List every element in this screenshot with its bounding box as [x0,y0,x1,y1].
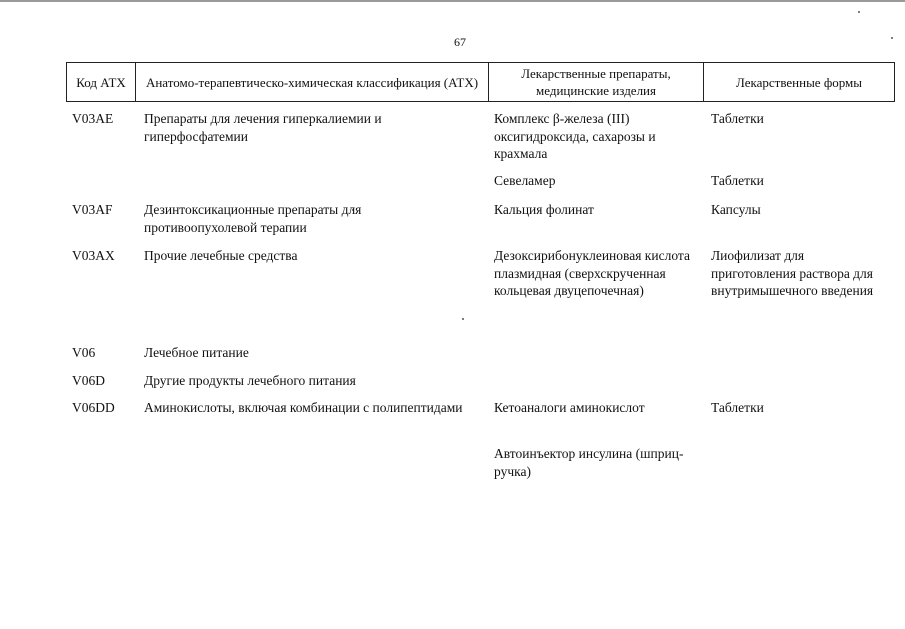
table-body [66,110,894,485]
cell-code [66,172,135,201]
header-dosage-forms: Лекарственные формы [704,63,895,102]
cell-drug: Севеламер [494,173,556,188]
scan-top-edge [0,0,905,2]
cell-classification: Аминокислоты, включая комбинации с полипептидами [144,400,463,415]
cell-drug [488,372,703,399]
header-atc-classification: Анатомо-терапевтическо-химическая классификация (АТХ) [136,63,489,102]
cell-form: Лиофилизат для приготовления раствора для внутримышечного введения [711,248,874,298]
table-row [66,172,894,201]
cell-drug: Кетоаналоги аминокислот [494,400,645,415]
table-row [66,247,894,344]
table-row [66,110,894,172]
table-header [66,62,895,102]
cell-classification: Прочие лечебные средства [144,248,298,263]
cell-code: V03AF [72,202,113,217]
cell-form: Таблетки [711,173,764,188]
cell-classification: Препараты для лечения гиперкалиемии и гиперфосфатемии [144,111,382,144]
cell-classification: Лечебное питание [144,345,249,360]
cell-classification: Дезинтоксикационные препараты для противоопухолевой терапии [144,202,362,235]
cell-form [703,372,894,399]
page-number: 67 [454,35,466,49]
table-row [66,445,894,485]
cell-drug: Кальция фолинат [494,202,594,217]
table-row [66,372,894,399]
cell-drug: Автоинъектор инсулина (шприц-ручка) [494,446,684,479]
scan-speck [858,11,860,13]
scan-speck [891,37,893,39]
table-row [66,201,894,247]
header-atc-code: Код АТХ [67,63,136,102]
cell-form: Таблетки [711,400,764,415]
table-row [66,344,894,372]
cell-form: Таблетки [711,111,764,126]
cell-code: V03AX [72,248,115,263]
cell-drug: Дезоксирибонуклеиновая кислота плазмидная (сверхскрученная кольцевая двуцепочечная) [494,248,690,298]
cell-code: V03AE [72,111,114,126]
cell-drug [488,344,703,372]
cell-form [703,445,894,485]
header-drugs-devices: Лекарственные препараты, медицинские изделия [489,63,704,102]
cell-classification: Другие продукты лечебного питания [144,373,356,388]
cell-code [66,445,135,485]
cell-form: Капсулы [711,202,761,217]
cell-classification [135,445,488,485]
cell-code: V06D [72,373,105,388]
cell-code: V06 [72,345,96,360]
table-row [66,399,894,445]
cell-code: V06DD [72,400,115,415]
cell-form [703,344,894,372]
cell-classification [135,172,488,201]
cell-drug: Комплекс β-железа (III) оксигидроксида, сахарозы и крахмала [494,111,656,161]
